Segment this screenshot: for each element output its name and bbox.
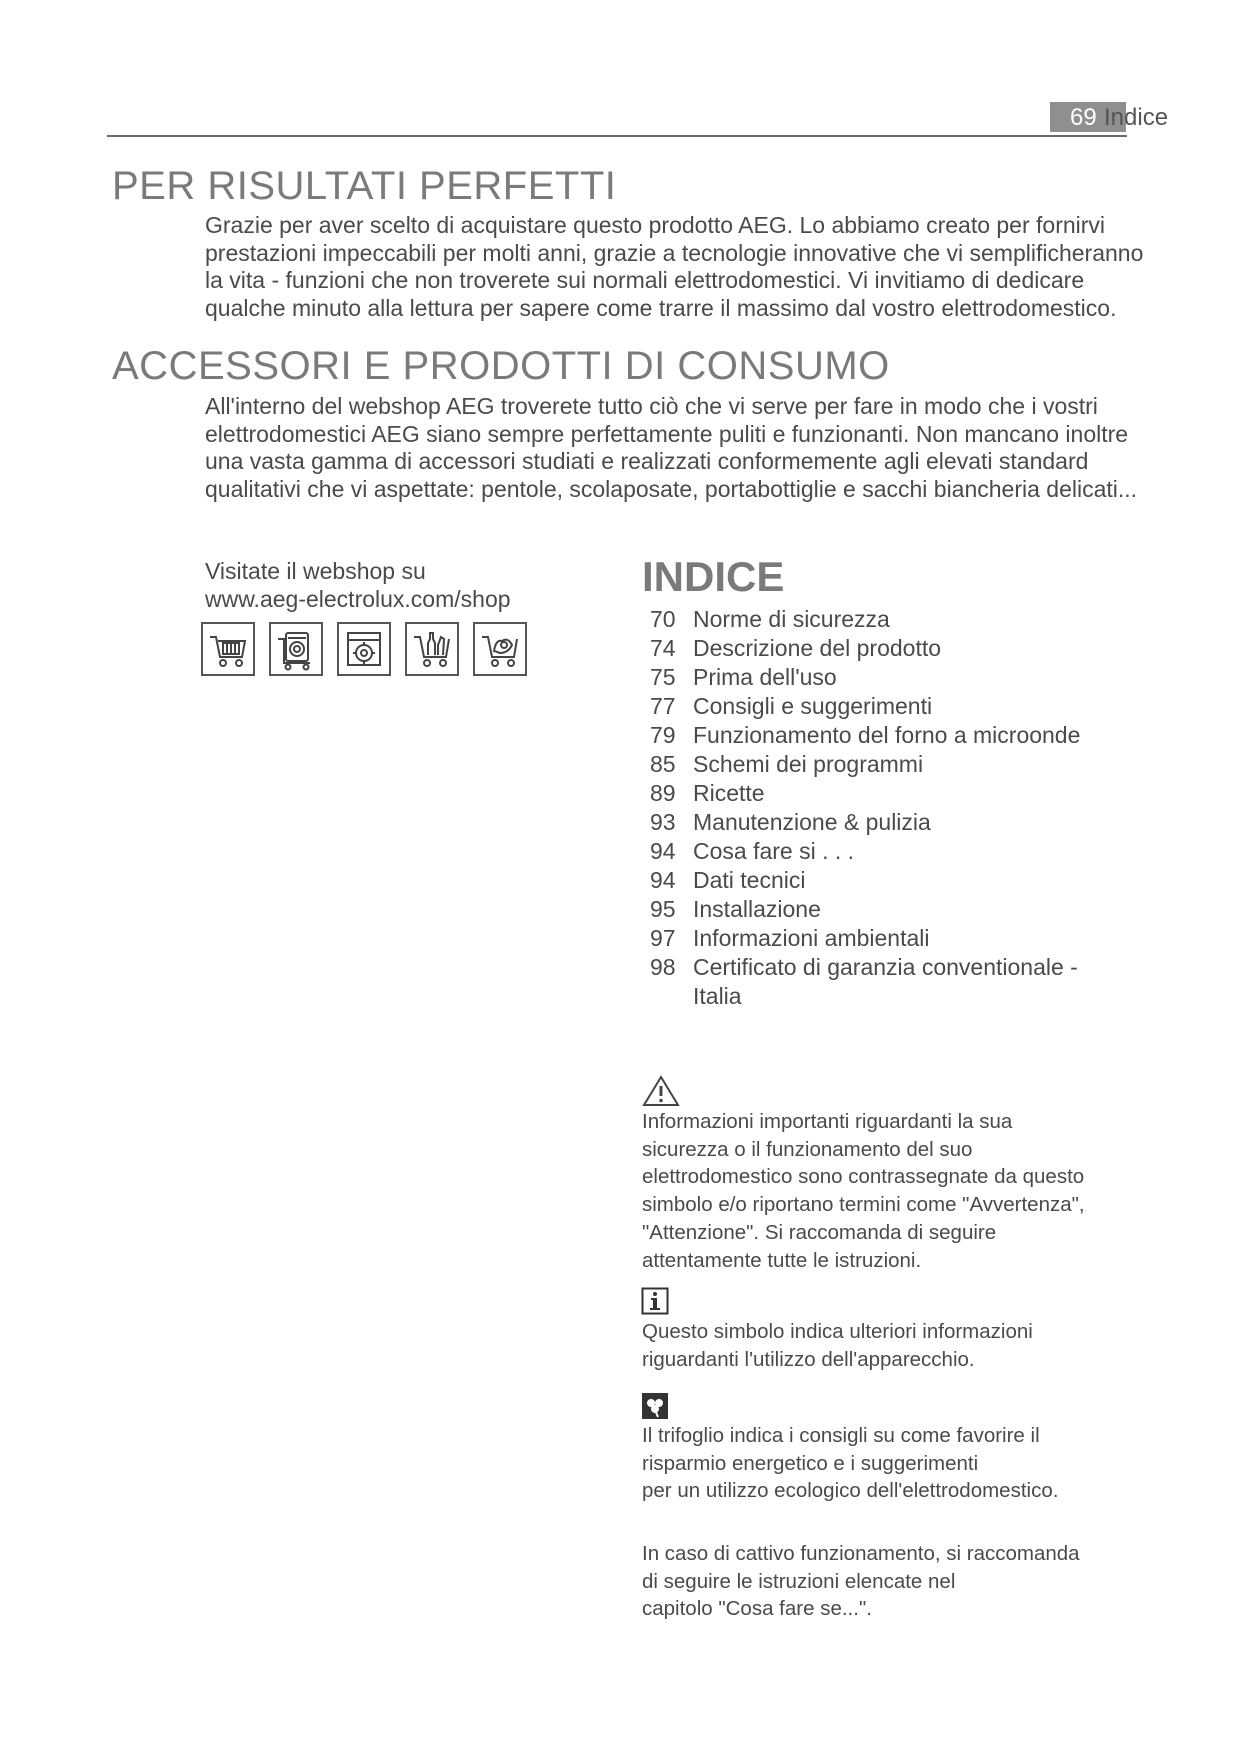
intro-paragraph: [205, 212, 1195, 322]
clover-icon: [641, 1392, 669, 1424]
toc-entry-continuation: [650, 982, 1130, 1011]
toc-entry[interactable]: [650, 663, 1130, 692]
cart-bottles-icon: [405, 622, 459, 676]
toc-entry[interactable]: [650, 808, 1130, 837]
toc-entry[interactable]: [650, 721, 1130, 750]
webshop-url[interactable]: www.aeg-electrolux.com/shop: [205, 586, 511, 612]
note-line: simbolo e/o riportano termini come "Avvertenza",: [642, 1193, 1085, 1217]
note-line: riguardanti l'utilizzo dell'apparecchio.: [642, 1347, 975, 1371]
webshop-text: Visitate il webshop su: [205, 558, 426, 584]
webshop-icons: [201, 622, 527, 676]
note-line: per un utilizzo ecologico dell'elettrodomestico.: [642, 1479, 1059, 1503]
intro-line: la vita - funzioni che non troverete sui normali elettrodomestici. Vi invitiamo di dedicare: [205, 267, 1085, 293]
toc-entry[interactable]: [650, 924, 1130, 953]
toc-page: 95: [650, 896, 676, 922]
warning-triangle-icon: [641, 1074, 681, 1112]
note-line: risparmio energetico e i suggerimenti: [642, 1451, 979, 1475]
toc-title: Installazione: [693, 896, 821, 922]
intro-line: qualche minuto alla lettura per sapere come trarre il massimo dal vostro elettrodomestico.: [205, 294, 1117, 321]
cart-laundry-icon: [473, 622, 527, 676]
toc-page: 97: [650, 925, 676, 951]
toc-entry[interactable]: [650, 837, 1130, 866]
toc-page: 77: [650, 693, 676, 719]
warning-note: [642, 1108, 1132, 1274]
toc-title: Funzionamento del forno a microonde: [693, 722, 1081, 748]
header-rule: [107, 135, 1127, 137]
toc-page: 79: [650, 722, 676, 748]
toc-entry[interactable]: [650, 605, 1130, 634]
note-line: In caso di cattivo funzionamento, si raccomanda: [642, 1542, 1080, 1565]
note-line: Informazioni importanti riguardanti la sua: [642, 1110, 1013, 1133]
eco-note: [642, 1422, 1132, 1505]
note-line: sicurezza o il funzionamento del suo: [642, 1137, 973, 1161]
toc-page: 98: [650, 954, 676, 980]
toc-title: Norme di sicurezza: [693, 606, 890, 632]
toc-title: Prima dell'uso: [693, 664, 837, 690]
index-heading: INDICE: [642, 553, 785, 600]
toc-page: 85: [650, 751, 676, 777]
toc-title: Consigli e suggerimenti: [693, 693, 933, 719]
note-line: Il trifoglio indica i consigli su come favorire il: [642, 1424, 1040, 1447]
cart-washing-machine-icon: [269, 622, 323, 676]
note-line: di seguire le istruzioni elencate nel: [642, 1569, 956, 1593]
accessories-paragraph: [205, 393, 1195, 503]
toc-page: 94: [650, 867, 676, 893]
intro-heading: PER RISULTATI PERFETTI: [112, 164, 617, 208]
note-line: attentamente tutte le istruzioni.: [642, 1248, 922, 1272]
toc-entry[interactable]: [650, 866, 1130, 895]
toc-entry[interactable]: [650, 779, 1130, 808]
webshop-block: [205, 557, 511, 613]
accessories-line: una vasta gamma di accessori studiati e realizzati conformemente agli elevati standard: [205, 448, 1089, 474]
toc-page: 93: [650, 809, 676, 835]
toc-entry[interactable]: [650, 953, 1130, 982]
page-number: 69: [1070, 104, 1097, 131]
toc-title: Informazioni ambientali: [693, 925, 930, 951]
toc-entry[interactable]: [650, 895, 1130, 924]
toc-title: Ricette: [693, 780, 765, 806]
toc-title-continuation: Italia: [693, 983, 742, 1009]
toc-entry[interactable]: [650, 750, 1130, 779]
accessories-line: All'interno del webshop AEG troverete tutto ciò che vi serve per fare in modo che i vostri: [205, 393, 1098, 419]
toc-page: 75: [650, 664, 676, 690]
info-note: [642, 1318, 1132, 1373]
note-line: Questo simbolo indica ulteriori informazioni: [642, 1320, 1033, 1343]
note-line: capitolo "Cosa fare se...".: [642, 1597, 872, 1621]
accessories-line: qualitativi che vi aspettate: pentole, scolaposate, portabottiglie e sacchi biancheria delicati...: [205, 475, 1138, 502]
toc-entry[interactable]: [650, 634, 1130, 663]
toc-title: Dati tecnici: [693, 867, 806, 893]
cart-dishwasher-icon: [201, 622, 255, 676]
toc-entry[interactable]: [650, 692, 1130, 721]
toc-title: Schemi dei programmi: [693, 751, 924, 777]
intro-line: Grazie per aver scelto di acquistare questo prodotto AEG. Lo abbiamo creato per fornirvi: [205, 212, 1106, 238]
info-icon: [641, 1287, 669, 1319]
note-line: elettrodomestico sono contrassegnate da questo: [642, 1165, 1085, 1189]
section-label: Indice: [1104, 104, 1169, 131]
toc-title: Certificato di garanzia conventionale -: [693, 954, 1078, 980]
intro-line: prestazioni impeccabili per molti anni, grazie a tecnologie innovative che vi semplificheranno: [205, 239, 1144, 266]
toc-page: 74: [650, 635, 676, 661]
malfunction-note: [642, 1540, 1132, 1623]
table-of-contents: [650, 605, 1130, 1011]
accessories-heading: ACCESSORI E PRODOTTI DI CONSUMO: [112, 344, 890, 388]
toc-page: 70: [650, 606, 676, 632]
toc-page: 94: [650, 838, 676, 864]
toc-page: 89: [650, 780, 676, 806]
accessories-line: elettrodomestici AEG siano sempre perfettamente puliti e funzionanti. Non mancano inoltre: [205, 420, 1129, 447]
note-line: "Attenzione". Si raccomanda di seguire: [642, 1220, 997, 1244]
toc-title: Cosa fare si . . .: [693, 838, 855, 864]
toc-title: Manutenzione & pulizia: [693, 809, 931, 835]
toc-title: Descrizione del prodotto: [693, 635, 942, 661]
cart-oven-icon: [337, 622, 391, 676]
